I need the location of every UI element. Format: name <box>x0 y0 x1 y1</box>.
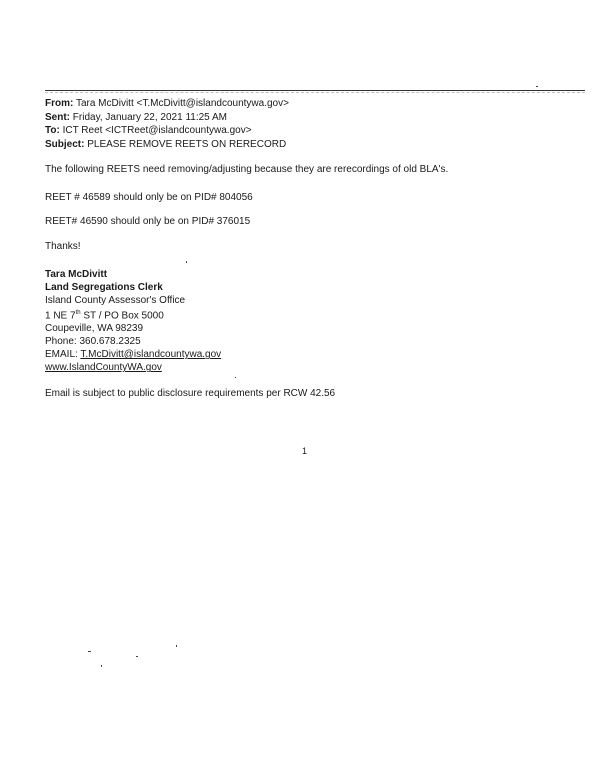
signature-email-line <box>45 348 221 361</box>
signature-title: Land Segregations Clerk <box>45 282 163 293</box>
signature-phone: Phone: 360.678.2325 <box>45 336 141 348</box>
page-number: 1 <box>302 446 308 456</box>
email-link[interactable]: T.McDivitt@islandcountywa.gov <box>80 349 222 361</box>
signature-office: Island County Assessor's Office <box>45 295 186 306</box>
to-line <box>45 124 289 138</box>
signature-address <box>45 307 221 322</box>
email-header <box>45 97 289 151</box>
address-suffix: ST / PO Box 5000 <box>80 310 164 322</box>
signature-city: Coupeville, WA 98239 <box>45 323 144 335</box>
address-prefix: 1 NE 7 <box>45 310 76 322</box>
scan-speck <box>536 86 538 87</box>
signature-block <box>45 268 221 374</box>
scan-speck <box>101 665 102 667</box>
header-rule <box>45 90 585 91</box>
from-value: Tara McDivitt <T.McDivitt@islandcountywa.gov> <box>75 98 289 109</box>
to-label: To: <box>45 125 60 136</box>
sent-line <box>45 111 289 125</box>
signature-name: Tara McDivitt <box>45 269 108 280</box>
from-label: From: <box>45 98 74 109</box>
sent-value: Friday, January 22, 2021 11:25 AM <box>72 111 227 123</box>
thanks-text: Thanks! <box>45 241 81 252</box>
disclosure-text: Email is subject to public disclosure requirements per RCW 42.56 <box>45 388 336 399</box>
scan-speck <box>235 377 236 378</box>
to-value: ICT Reet <ICTReet@islandcountywa.gov> <box>62 125 252 136</box>
header-rule-shadow <box>45 92 585 93</box>
sent-label: Sent: <box>45 111 70 123</box>
scan-speck <box>88 651 91 652</box>
reet-line-1: REET # 46589 should only be on PID# 804056 <box>45 192 253 203</box>
scan-speck <box>136 656 138 657</box>
website-link[interactable]: www.IslandCountyWA.gov <box>45 362 162 374</box>
body-intro: The following REETS need removing/adjusting because they are rerecordings of old BLA's. <box>45 164 449 175</box>
reet-line-2: REET# 46590 should only be on PID# 376015 <box>45 216 251 227</box>
subject-line <box>45 138 289 152</box>
email-label: EMAIL: <box>45 349 78 361</box>
from-line <box>45 97 289 111</box>
scan-speck <box>176 645 177 647</box>
subject-value: PLEASE REMOVE REETS ON RERECORD <box>87 138 287 150</box>
address-sup: th <box>75 310 81 316</box>
subject-label: Subject: <box>45 138 85 150</box>
scan-speck <box>186 261 187 263</box>
